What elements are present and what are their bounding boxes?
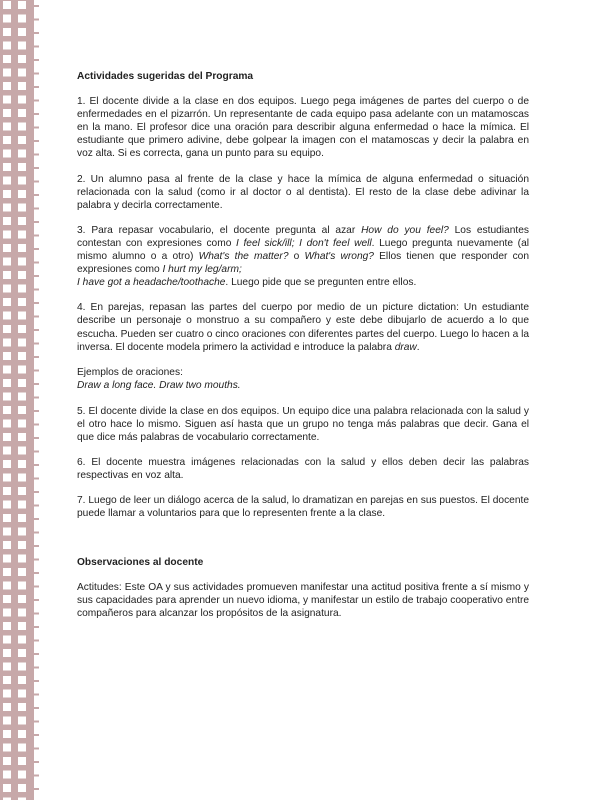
- margin-tick: [34, 397, 39, 399]
- margin-notch: [3, 217, 11, 225]
- margin-notch: [3, 28, 11, 36]
- margin-notch: [3, 501, 11, 509]
- margin-tick: [34, 275, 39, 277]
- margin-notch: [18, 487, 26, 495]
- margin-notch: [18, 555, 26, 563]
- margin-notch: [3, 595, 11, 603]
- margin-tick: [34, 464, 39, 466]
- activity-1-paragraph: 1. El docente divide a la clase en dos equipos. Luego pega imágenes de partes del cuerpo o de enfermedades en el pizarrón. Un representante de cada equipo pasa adelante con un matamoscas en la mano. El profesor dice una oración para describir alguna enfermedad o hace la mímica. El estudiante que primero adivine, debe golpear la imagen con el matamoscas y decir la palabra en voz alta. Si es correcta, gana un punto para su equipo.: [77, 96, 529, 160]
- margin-notch: [18, 204, 26, 212]
- margin-tick: [34, 356, 39, 358]
- margin-tick: [34, 667, 39, 669]
- margin-notch: [3, 271, 11, 279]
- margin-notch: [3, 69, 11, 77]
- margin-tick: [34, 181, 39, 183]
- margin-notch: [18, 744, 26, 752]
- margin-tick: [34, 518, 39, 520]
- margin-tick: [34, 46, 39, 48]
- margin-tick: [34, 775, 39, 777]
- margin-tick: [34, 235, 39, 237]
- margin-tick: [34, 343, 39, 345]
- margin-notch: [3, 663, 11, 671]
- margin-tick: [34, 586, 39, 588]
- margin-notch: [3, 379, 11, 387]
- margin-notch: [18, 190, 26, 198]
- margin-tick: [34, 5, 39, 7]
- margin-notch: [18, 690, 26, 698]
- margin-notch: [18, 177, 26, 185]
- margin-notch: [3, 636, 11, 644]
- margin-notch: [18, 528, 26, 536]
- margin-notch: [18, 271, 26, 279]
- margin-tick: [34, 262, 39, 264]
- margin-tick: [34, 329, 39, 331]
- margin-notch: [18, 501, 26, 509]
- margin-notch: [18, 312, 26, 320]
- margin-notch: [3, 744, 11, 752]
- margin-tick: [34, 532, 39, 534]
- margin-tick: [34, 221, 39, 223]
- examples-text: Draw a long face. Draw two mouths.: [77, 379, 241, 391]
- margin-tick: [34, 127, 39, 129]
- margin-notch: [3, 150, 11, 158]
- margin-notch: [3, 514, 11, 522]
- activity-5-paragraph: 5. El docente divide la clase en dos equipos. Un equipo dice una palabra relacionada con la salud y el otro hace lo mismo. Siguen así hasta que un grupo no tenga más palabras que decir. Gana el que dice más palabras de vocabulario correctamente.: [77, 405, 529, 444]
- section-heading-activities: Actividades sugeridas del Programa: [77, 71, 254, 82]
- margin-notch: [3, 96, 11, 104]
- margin-notch: [18, 568, 26, 576]
- margin-notch: [3, 285, 11, 293]
- margin-notch: [18, 109, 26, 117]
- observations-paragraph: Actitudes: Este OA y sus actividades promueven manifestar una actitud positiva frente a sí mismo y sus capacidades para aprender un nuevo idioma, y manifestar un estilo de trabajo cooperativo entre compañeros para alcanzar los propósitos de la asignatura.: [77, 581, 529, 619]
- margin-notch: [18, 258, 26, 266]
- margin-notch: [3, 298, 11, 306]
- activity-7-paragraph: 7. Luego de leer un diálogo acerca de la salud, lo dramatizan en parejas en sus puestos. El docente puede llamar a voluntarios para que lo representen frente a la clase.: [77, 495, 529, 520]
- margin-notch: [3, 447, 11, 455]
- margin-notch: [3, 433, 11, 441]
- margin-tick: [34, 761, 39, 763]
- margin-tick: [34, 748, 39, 750]
- margin-notch: [3, 244, 11, 252]
- margin-notch: [3, 204, 11, 212]
- margin-notch: [18, 447, 26, 455]
- margin-notch: [3, 406, 11, 414]
- margin-notch: [3, 703, 11, 711]
- margin-notch: [18, 28, 26, 36]
- margin-notch: [18, 42, 26, 50]
- margin-tick: [34, 505, 39, 507]
- margin-tick: [34, 572, 39, 574]
- margin-notch: [3, 568, 11, 576]
- margin-notch: [18, 298, 26, 306]
- margin-notch: [3, 609, 11, 617]
- activity-6-paragraph: 6. El docente muestra imágenes relacionadas con la salud y ellos deben decir las palabras respectivas en voz alta.: [77, 457, 529, 482]
- margin-tick: [34, 640, 39, 642]
- margin-notch: [3, 784, 11, 792]
- margin-notch: [3, 487, 11, 495]
- examples-label: Ejemplos de oraciones:: [77, 366, 183, 378]
- margin-tick: [34, 680, 39, 682]
- margin-notch: [3, 730, 11, 738]
- margin-notch: [18, 231, 26, 239]
- margin-notch: [18, 514, 26, 522]
- margin-notch: [18, 636, 26, 644]
- margin-tick: [34, 599, 39, 601]
- margin-notch: [18, 784, 26, 792]
- margin-tick: [34, 73, 39, 75]
- margin-notch: [18, 366, 26, 374]
- margin-notch: [3, 420, 11, 428]
- margin-tick: [34, 86, 39, 88]
- margin-tick: [34, 451, 39, 453]
- examples-block: [77, 366, 529, 392]
- margin-notch: [18, 1, 26, 9]
- margin-notch: [18, 406, 26, 414]
- margin-notch: [3, 393, 11, 401]
- margin-notch: [3, 258, 11, 266]
- margin-notch: [3, 366, 11, 374]
- margin-notch: [3, 582, 11, 590]
- margin-notch: [18, 339, 26, 347]
- margin-notch: [18, 757, 26, 765]
- margin-tick: [34, 194, 39, 196]
- margin-tick: [34, 653, 39, 655]
- margin-notch: [18, 622, 26, 630]
- margin-notch: [3, 231, 11, 239]
- margin-tick: [34, 167, 39, 169]
- margin-notch: [3, 771, 11, 779]
- margin-tick: [34, 208, 39, 210]
- margin-tick: [34, 154, 39, 156]
- margin-notch: [18, 609, 26, 617]
- section-heading-observations: Observaciones al docente: [77, 556, 204, 568]
- margin-tick: [34, 383, 39, 385]
- margin-tick: [34, 19, 39, 21]
- margin-notch: [18, 96, 26, 104]
- margin-tick: [34, 59, 39, 61]
- margin-notch: [3, 190, 11, 198]
- decorative-margin-strip: [0, 0, 46, 800]
- margin-notch: [3, 136, 11, 144]
- margin-notch: [18, 55, 26, 63]
- margin-notch: [3, 55, 11, 63]
- margin-tick: [34, 302, 39, 304]
- margin-notch: [18, 163, 26, 171]
- margin-notch: [18, 420, 26, 428]
- margin-notch: [3, 460, 11, 468]
- margin-notch: [3, 757, 11, 765]
- margin-tick: [34, 410, 39, 412]
- margin-tick: [34, 545, 39, 547]
- margin-notch: [3, 474, 11, 482]
- margin-notch: [3, 339, 11, 347]
- margin-notch: [3, 82, 11, 90]
- margin-notch: [18, 325, 26, 333]
- margin-notch: [18, 730, 26, 738]
- margin-tick: [34, 316, 39, 318]
- margin-notch: [18, 676, 26, 684]
- margin-notch: [18, 15, 26, 23]
- margin-notch: [18, 649, 26, 657]
- margin-tick: [34, 734, 39, 736]
- margin-notch: [18, 703, 26, 711]
- margin-tick: [34, 694, 39, 696]
- margin-notch: [3, 1, 11, 9]
- margin-tick: [34, 100, 39, 102]
- margin-notch: [18, 244, 26, 252]
- activity-2-paragraph: 2. Un alumno pasa al frente de la clase y hace la mímica de alguna enfermedad o situación relacionada con la salud (como ir al doctor o al dentista). El resto de la clase debe adivinar la palabra y decirla correctamente.: [77, 173, 529, 211]
- activity-4-paragraph: 4. En parejas, repasan las partes del cuerpo por medio de un picture dictation: Un estudiante describe un personaje o monstruo a su compañero y este debe dibujarlo de acuerdo a lo que escucha. Pueden ser cuatro o cinco oraciones con diferentes partes del cuerpo. Luego lo hacen a la inversa. El docente modela primero la actividad e introduce la palabra draw.: [77, 302, 529, 353]
- margin-notch: [3, 123, 11, 131]
- activity-3-paragraph: 3. Para repasar vocabulario, el docente pregunta al azar How do you feel? Los estudiantes contestan con expresiones como I feel sick/ill; I don't feel well. Luego pregunta nuevamente (al mismo alumno o a otro) What's the matter? o What's wrong? Ellos tienen que responder con expresiones como I hurt my leg/arm; I have got a headache/toothache. Luego pide que se pregunten entre ellos.: [77, 224, 530, 289]
- margin-tick: [34, 707, 39, 709]
- margin-tick: [34, 788, 39, 790]
- margin-notch: [18, 541, 26, 549]
- margin-notch: [18, 582, 26, 590]
- margin-tick: [34, 559, 39, 561]
- margin-notch: [18, 82, 26, 90]
- margin-tick: [34, 370, 39, 372]
- margin-notch: [18, 433, 26, 441]
- margin-tick: [34, 491, 39, 493]
- margin-tick: [34, 424, 39, 426]
- margin-tick: [34, 248, 39, 250]
- margin-tick: [34, 626, 39, 628]
- margin-notch: [18, 771, 26, 779]
- margin-tick: [34, 289, 39, 291]
- margin-notch: [3, 42, 11, 50]
- margin-notch: [18, 595, 26, 603]
- margin-notch: [18, 663, 26, 671]
- margin-notch: [3, 352, 11, 360]
- margin-notch: [3, 528, 11, 536]
- margin-notch: [18, 69, 26, 77]
- margin-notch: [18, 717, 26, 725]
- margin-notch: [3, 163, 11, 171]
- margin-notch: [18, 136, 26, 144]
- margin-notch: [3, 312, 11, 320]
- margin-notch: [18, 460, 26, 468]
- margin-notch: [3, 649, 11, 657]
- margin-tick: [34, 140, 39, 142]
- margin-notch: [3, 541, 11, 549]
- margin-notch: [18, 393, 26, 401]
- margin-notch: [3, 622, 11, 630]
- margin-notch: [18, 150, 26, 158]
- margin-tick: [34, 721, 39, 723]
- margin-tick: [34, 478, 39, 480]
- margin-notch: [3, 109, 11, 117]
- margin-notch: [18, 379, 26, 387]
- margin-notch: [18, 474, 26, 482]
- margin-tick: [34, 613, 39, 615]
- margin-notch: [3, 15, 11, 23]
- margin-notch: [3, 325, 11, 333]
- margin-notch: [18, 352, 26, 360]
- margin-notch: [3, 676, 11, 684]
- margin-notch: [3, 177, 11, 185]
- page-content: [77, 70, 529, 632]
- margin-notch: [3, 555, 11, 563]
- margin-notch: [18, 285, 26, 293]
- margin-tick: [34, 437, 39, 439]
- margin-notch: [3, 717, 11, 725]
- margin-tick: [34, 113, 39, 115]
- margin-notch: [18, 123, 26, 131]
- margin-notch: [3, 690, 11, 698]
- margin-tick: [34, 32, 39, 34]
- margin-notch: [18, 217, 26, 225]
